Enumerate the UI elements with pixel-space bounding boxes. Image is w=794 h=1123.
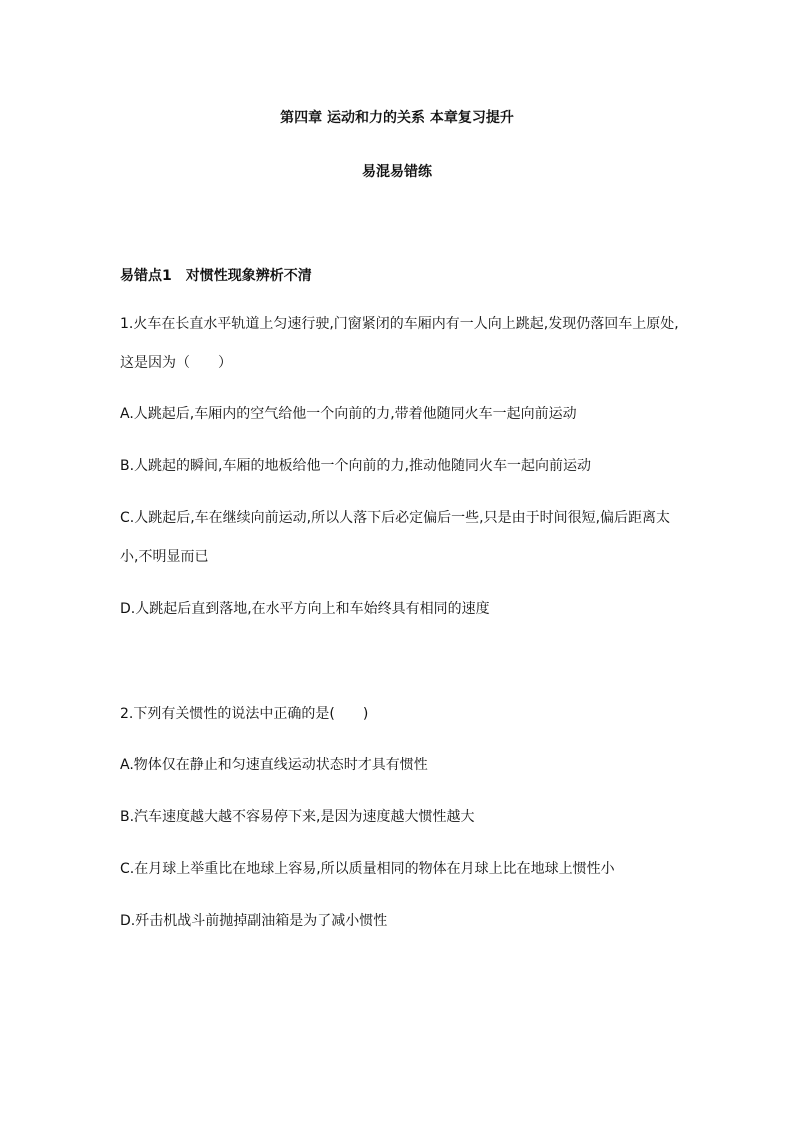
question-2-option-a: A.物体仅在静止和匀速直线运动状态时才具有惯性 bbox=[120, 757, 428, 773]
question-1-option-c-line-2: 小,不明显而已 bbox=[120, 549, 209, 565]
page-title: 第四章 运动和力的关系 本章复习提升 bbox=[280, 110, 514, 126]
question-1-option-b: B.人跳起的瞬间,车厢的地板给他一个向前的力,推动他随同火车一起向前运动 bbox=[120, 458, 591, 474]
question-2-option-c: C.在月球上举重比在地球上容易,所以质量相同的物体在月球上比在地球上惯性小 bbox=[120, 861, 615, 877]
page-subtitle: 易混易错练 bbox=[362, 164, 432, 180]
question-1-option-a: A.人跳起后,车厢内的空气给他一个向前的力,带着他随同火车一起向前运动 bbox=[120, 406, 577, 422]
question-2-option-b: B.汽车速度越大越不容易停下来,是因为速度越大惯性越大 bbox=[120, 809, 475, 825]
question-1-stem-line-1: 1.火车在长直水平轨道上匀速行驶,门窗紧闭的车厢内有一人向上跳起,发现仍落回车上原处, bbox=[120, 316, 679, 332]
question-1-option-c-line-1: C.人跳起后,车在继续向前运动,所以人落下后必定偏后一些,只是由于时间很短,偏后距离太 bbox=[120, 510, 671, 526]
question-2-stem: 2.下列有关惯性的说法中正确的是( ) bbox=[120, 706, 369, 722]
question-2-option-d: D.歼击机战斗前抛掉副油箱是为了减小惯性 bbox=[120, 913, 388, 929]
section-heading: 易错点1 对惯性现象辨析不清 bbox=[120, 268, 312, 284]
question-1-option-d: D.人跳起后直到落地,在水平方向上和车始终具有相同的速度 bbox=[120, 601, 490, 617]
question-1-stem-line-2: 这是因为（ ） bbox=[120, 355, 232, 371]
